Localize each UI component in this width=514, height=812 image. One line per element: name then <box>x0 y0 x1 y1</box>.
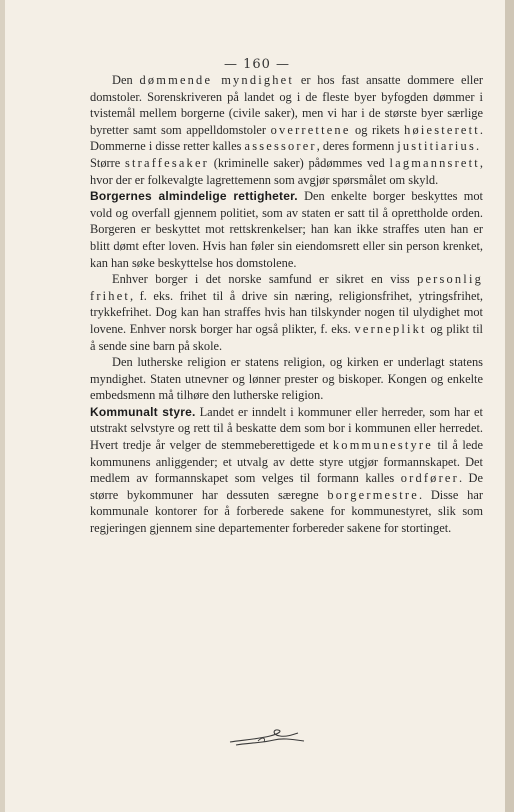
section-heading-citizen-rights: Borgernes almindelige rettigheter. <box>90 189 298 204</box>
text-run: er hos fast ansatte dommere eller domstoler. Sorenskriveren på landet og i de fleste byer byfogden dømmer i tvistemål mellem borgerne (civile saker), men vi har i de største byer særlige byretter samt som appelldomstoler <box>90 73 483 137</box>
text-run: , hvor der er folkevalgte lagrettemenn som avgjør spørsmålet om skyld. <box>90 155 483 187</box>
spaced-term: borgermestre <box>327 487 419 502</box>
paragraph-citizen-rights <box>90 188 483 271</box>
page-number: — 160 — <box>223 57 291 72</box>
text-run: , deres formenn <box>316 139 398 154</box>
page-edge-left <box>0 0 5 812</box>
text-run: . Disse har kommunale kontorer for å forberede sakene for kommunestyret, slik som regjeringen gjennem sine departementer forbereder sakene for stortinget. <box>90 487 483 536</box>
spaced-term: justitiarius <box>397 139 476 154</box>
text-run: . De større bykommuner har dessuten særegne <box>90 471 483 502</box>
spaced-term: dømmende myndighet <box>139 73 294 87</box>
spaced-term: personlig frihet <box>90 272 483 303</box>
text-run: . <box>475 139 480 154</box>
text-run: Den enkelte borger beskyttes mot vold og overfall gjennem politiet, som av staten er satt til å oprettholde orden. Borgeren er beskyttet mot rettskrenkelser; han kan ikke straffes uten han er blitt dømt efter loven. Hvis han føler sin eiendomsrett eller sin person krenket, kan han søke beskyttelse hos domstolene. <box>90 189 483 270</box>
spaced-term: kommunestyre <box>332 438 433 453</box>
spaced-term: straffesaker <box>125 155 209 170</box>
page-body <box>90 72 483 537</box>
tailpiece-flourish-icon <box>228 727 306 749</box>
text-run: og plikt til å sende sine barn på skole. <box>90 321 484 353</box>
paragraph-municipal-government <box>90 404 483 537</box>
text-run: Den <box>112 73 140 87</box>
paragraph-personal-freedom <box>90 271 483 354</box>
spaced-term: assessorer <box>244 139 317 154</box>
paragraph-judicial-power <box>90 72 483 155</box>
text-run: . Dommerne i disse retter kalles <box>90 122 483 154</box>
section-heading-municipal: Kommunalt styre. <box>90 404 196 419</box>
spaced-term: lagmannsrett <box>389 155 480 170</box>
text-run: og rikets <box>350 122 405 137</box>
text-run: Større <box>90 155 126 170</box>
spaced-term: overrettene <box>270 122 351 137</box>
paragraph-criminal-cases <box>90 155 483 188</box>
spaced-term: høiesterett <box>404 122 480 137</box>
spaced-term: verneplikt <box>354 321 427 336</box>
text-run: Landet er inndelt i kommuner eller herreder, som har et utstrakt selvstyre og rett til å beskatte dem som bor i kommunen eller herredet. Hvert tredje år velger de stemmeberettigede et <box>90 404 484 453</box>
text-run: Enhver borger i det norske samfund er sikret en viss <box>112 272 418 287</box>
text-run: til å lede kommunens anliggender; et utvalg av dette styre utgjør formannskapet. Det medlem av formannskapet som velges til formann kalles <box>90 438 483 486</box>
text-run: (kriminelle saker) pådømmes ved <box>208 155 390 170</box>
spaced-term: ordfører <box>400 471 459 486</box>
paragraph-state-religion: Den lutherske religion er statens religion, og kirken er underlagt statens myndighet. Staten utnevner og lønner prester og biskoper. Kongen og enkelte embedsmenn må tilhøre den lutherske religion. <box>90 355 483 403</box>
text-run: , f. eks. frihet til å drive sin næring, religionsfrihet, ytringsfrihet, trykkefrihet. Dog kan han straffes hvis han tilskynder nogen til ulydighet mot lovene. Enhver norsk borger har også plikter, f. eks. <box>90 288 483 336</box>
page-edge-right <box>505 0 514 812</box>
